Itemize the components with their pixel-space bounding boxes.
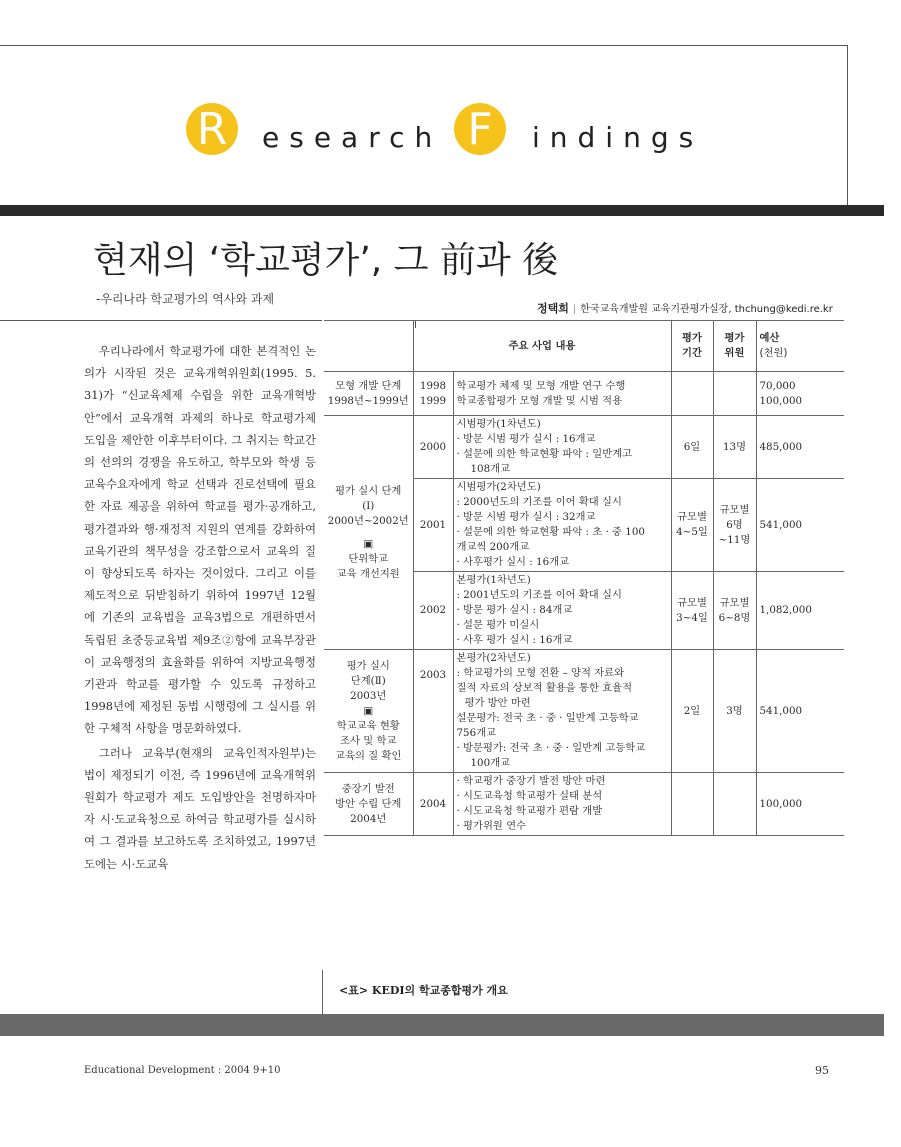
- caption-left-rule: [322, 970, 323, 1014]
- header-content: 주요 사업 내용: [413, 321, 671, 372]
- header-stage: [324, 321, 413, 372]
- content-line: · 방문평가: 전국 초 · 중 · 일반계 고등학교: [456, 742, 646, 754]
- stage-line: 모형 개발 단계: [335, 379, 402, 392]
- content-line: · 방문 시범 평가 실시 : 16개교: [456, 433, 596, 445]
- top-rule: [0, 45, 848, 46]
- stage-line: 단위학교: [348, 552, 389, 565]
- budget-cell: 541,000: [756, 650, 844, 773]
- stage-line: 2004년: [350, 812, 387, 825]
- table-row: [324, 650, 844, 773]
- period-cell: [671, 572, 713, 650]
- table-header-row: [324, 321, 844, 372]
- stage-line: 조사 및 학교: [340, 734, 397, 747]
- content-line: 평가 방안 마련: [464, 697, 531, 709]
- stage-line: 단계(Ⅱ): [350, 674, 386, 687]
- year-cell: [413, 372, 453, 416]
- content-line: 질적 자료의 상보적 활용을 통한 효율적: [456, 682, 633, 694]
- bullet-square-icon: ▣: [363, 537, 374, 550]
- content-cell: [453, 650, 671, 773]
- header-period-line1: 평가: [682, 332, 702, 344]
- content-cell: [453, 773, 671, 836]
- budget-cell: 541,000: [756, 479, 844, 572]
- members-line: 6명~11명: [718, 518, 751, 546]
- content-line: · 학교평가 중장기 발전 방안 마련: [456, 775, 606, 787]
- content-cell: [453, 479, 671, 572]
- content-line: · 평가위원 연수: [456, 820, 526, 832]
- header-divider-bar: [0, 205, 884, 216]
- content-line: · 설문 평가 미실시: [456, 619, 540, 631]
- period-cell: [671, 773, 713, 836]
- members-cell: 3명: [713, 650, 756, 773]
- content-line: 100개교: [470, 757, 511, 769]
- period-cell: 2일: [671, 650, 713, 773]
- header-period: [671, 321, 713, 372]
- column-top-rule: [0, 320, 322, 321]
- header-members-line2: 위원: [724, 347, 745, 359]
- stage-line: 평가 실시: [346, 659, 390, 672]
- header-members: [713, 321, 756, 372]
- content-line: 108개교: [470, 463, 511, 475]
- banner-letter-r: R: [196, 104, 228, 155]
- content-line: · 설문에 의한 학교현황 파악 : 일반계고: [456, 448, 633, 460]
- article-subtitle: -우리나라 학교평가의 역사와 과제: [96, 292, 275, 306]
- stage-cell: [324, 372, 413, 416]
- article-title: 현재의 ‘학교평가’, 그 前과 後: [93, 240, 559, 281]
- body-text: [84, 340, 316, 875]
- content-line: · 시도교육청 학교평가 실태 분석: [456, 790, 603, 802]
- members-cell: 13명: [713, 416, 756, 479]
- period-line: 규모별: [677, 596, 707, 609]
- stage-line: 학교교육 현황: [336, 719, 400, 732]
- year-line: 1998: [419, 379, 447, 392]
- year-cell: 2004: [413, 773, 453, 836]
- stage-line: 평가 실시 단계: [335, 484, 402, 497]
- stage-line: (Ⅰ): [362, 499, 375, 512]
- budget-cell: [756, 372, 844, 416]
- budget-cell: 100,000: [756, 773, 844, 836]
- year-line: 1999: [419, 394, 447, 407]
- period-line: 규모별: [677, 511, 707, 523]
- author-separator: |: [572, 304, 577, 315]
- content-line: · 방문 평가 실시 : 84개교: [456, 604, 573, 616]
- content-line: 개교씩 200개교: [456, 541, 530, 553]
- content-line: 시범평가(2차년도): [456, 481, 541, 493]
- stage-cell: [324, 650, 413, 773]
- table-caption: <표> KEDI의 학교종합평가 개요: [339, 984, 508, 997]
- banner-word-esearch: esearch: [262, 121, 443, 154]
- content-line: : 학교평가의 모형 전환 – 양적 자료와: [456, 667, 625, 679]
- year-cell: 2002: [413, 572, 453, 650]
- content-cell: [453, 372, 671, 416]
- period-line: 3~4일: [676, 611, 708, 624]
- members-line: 6~8명: [718, 611, 751, 624]
- content-cell: [453, 572, 671, 650]
- period-cell: [671, 479, 713, 572]
- letter-f-circle-icon: [454, 103, 506, 155]
- content-line: 본평가(1차년도): [456, 574, 531, 586]
- body-paragraph: 그러나 교육부(현재의 교육인적자원부)는 법이 제정되기 이전, 즉 1996년에 교육개혁위원회가 학교평가 제도 도입방안을 천명하자마자 시·도교육청으로 하여금 학교평가를 실시하여 그 결과를 보고하도록 조치하였고, 1997년도에는 시·도교육: [84, 745, 316, 871]
- period-cell: 6일: [671, 416, 713, 479]
- content-line: · 방문 시범 평가 실시 : 32개교: [456, 511, 596, 523]
- members-line: 규모별: [719, 596, 750, 609]
- budget-line: 70,000: [759, 379, 796, 392]
- stage-cell: [324, 416, 413, 650]
- content-line: 설문평가: 전국 초 · 중 · 일반계 고등학교: [456, 712, 639, 724]
- year-cell: 2003: [413, 650, 453, 773]
- header-budget: [756, 321, 844, 372]
- year-cell: 2001: [413, 479, 453, 572]
- author-name: 정택희: [537, 302, 569, 315]
- content-line: : 2000년도의 기조를 이어 확대 실시: [456, 496, 622, 508]
- stage-line: 방안 수립 단계: [335, 797, 402, 810]
- stage-line: 중장기 발전: [341, 782, 395, 795]
- stage-line: 1998년~1999년: [327, 394, 409, 407]
- footer-band: [0, 1014, 884, 1036]
- author-line: [537, 300, 833, 316]
- period-cell: [671, 372, 713, 416]
- year-cell: 2000: [413, 416, 453, 479]
- content-line: · 사후 평가 실시 : 16개교: [456, 634, 573, 646]
- banner-word-indings: indings: [532, 121, 704, 154]
- content-line: 학교평가 체제 및 모형 개발 연구 수행: [456, 379, 626, 392]
- school-evaluation-table: [324, 320, 844, 836]
- content-line: · 시도교육청 학교평가 편람 개발: [456, 805, 603, 817]
- stage-line: 2000년~2002년: [327, 514, 409, 527]
- table-row: [324, 416, 844, 479]
- table-row: [324, 773, 844, 836]
- stage-line: 교육 개선지원: [336, 567, 400, 580]
- header-budget-line1: 예산: [759, 332, 780, 344]
- header-members-line1: 평가: [724, 332, 745, 344]
- budget-cell: 1,082,000: [756, 572, 844, 650]
- stage-cell: [324, 773, 413, 836]
- content-cell: [453, 416, 671, 479]
- stage-line: 교육의 질 확인: [335, 749, 402, 762]
- bullet-square-icon: ▣: [363, 704, 374, 717]
- research-findings-banner: [0, 95, 901, 175]
- body-paragraph: 우리나라에서 학교평가에 대한 본격적인 논의가 시작된 것은 교육개혁위원회(1995. 5. 31)가 “신교육체제 수립을 위한 교육개혁방안”에서 교육개혁 과제의 하나로 학교평가제 도입을 제안한 이후부터이다. 그 취지는 학교간의 선의의 경쟁을 유도하고, 학부모와 학생 등 교육수요자에게 학교 선택과 진로선택에 필요한 자료 제공을 위하여 학교를 평가·공개하고, 평가결과와 행·재정적 지원의 연계를 강화하여 교육기관의 책무성을 강조함으로서 교육의 질이 향상되도록 하자는 것이었다. 그리고 이를 제도적으로 뒤받침하기 위하여 1997년 12월에 기존의 교육법을 교육3법으로 개편하면서 독립된 초중등교육법 제9조②항에 교육부장관이 교육행정의 효율화를 위하여 지방교육행정기관과 학교를 평가할 수 있도록 규정하고 1998년에 제정된 동법 시행령에 그 실시를 위한 구체적 사항을 명문화하였다.: [84, 344, 316, 736]
- budget-cell: 485,000: [756, 416, 844, 479]
- content-line: · 설문에 의한 학교현황 파악 : 초 · 중 100: [456, 526, 645, 538]
- members-line: 규모별: [719, 503, 750, 516]
- content-line: 학교종합평가 모형 개발 및 시범 적용: [456, 394, 623, 407]
- members-cell: [713, 773, 756, 836]
- budget-line: 100,000: [759, 394, 803, 407]
- content-line: · 사후평가 실시 : 16개교: [456, 556, 570, 568]
- banner-letter-f: F: [467, 104, 493, 155]
- content-line: 본평가(2차년도): [456, 652, 531, 664]
- header-budget-line2: (천원): [759, 347, 788, 359]
- header-period-line2: 기간: [682, 347, 702, 359]
- letter-r-circle-icon: [186, 103, 238, 155]
- page-number: 95: [815, 1064, 829, 1077]
- table-row: [324, 372, 844, 416]
- stage-line: 2003년: [350, 689, 387, 702]
- content-line: 756개교: [456, 727, 497, 739]
- period-line: 4~5일: [676, 526, 708, 538]
- members-cell: [713, 572, 756, 650]
- members-cell: [713, 372, 756, 416]
- content-line: 시범평가(1차년도): [456, 418, 541, 430]
- footer-publication: Educational Development : 2004 9+10: [84, 1065, 281, 1076]
- author-info: 한국교육개발원 교육기관평가실장, thchung@kedi.re.kr: [580, 304, 833, 315]
- content-line: : 2001년도의 기조를 이어 확대 실시: [456, 589, 622, 601]
- members-cell: [713, 479, 756, 572]
